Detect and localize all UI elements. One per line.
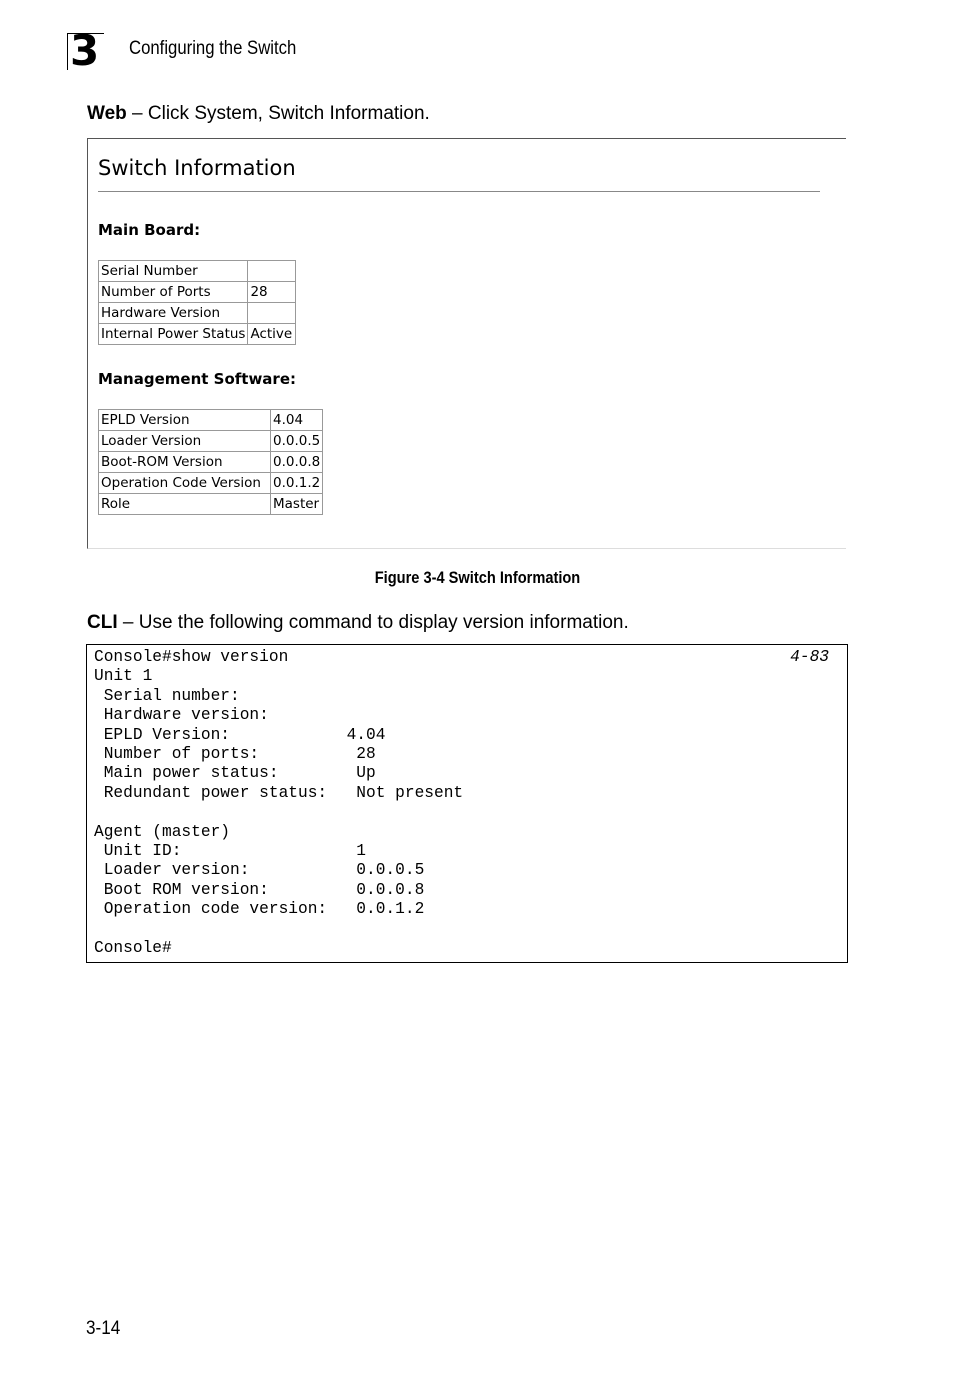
figure-caption bbox=[0, 568, 954, 588]
chapter-title: Configuring the Switch bbox=[129, 38, 297, 59]
console-line: Boot ROM version: 0.0.0.8 bbox=[94, 880, 425, 899]
console-line bbox=[94, 919, 463, 938]
console-line: Operation code version: 0.0.1.2 bbox=[94, 900, 425, 919]
management-software-table bbox=[98, 409, 323, 515]
table-row bbox=[99, 282, 296, 303]
row-label: EPLD Version bbox=[99, 410, 271, 431]
console-line: EPLD Version: 4.04 bbox=[94, 725, 386, 744]
console-line: Unit ID: 1 bbox=[94, 841, 366, 860]
console-line: Agent (master) bbox=[94, 822, 230, 841]
row-label: Role bbox=[99, 494, 271, 515]
main-board-heading: Main Board: bbox=[98, 221, 201, 239]
row-value: 0.0.0.5 bbox=[271, 431, 323, 452]
table-row bbox=[99, 410, 323, 431]
row-label: Internal Power Status bbox=[99, 324, 248, 345]
table-row bbox=[99, 452, 323, 473]
console-line: Hardware version: bbox=[94, 706, 269, 725]
figure-caption-text: Figure 3-4 Switch Information bbox=[374, 568, 580, 587]
cli-instruction-text: – Use the following command to display version information. bbox=[117, 612, 629, 633]
console-line: Console# bbox=[94, 938, 172, 957]
command-reference: 4-83 bbox=[790, 648, 829, 666]
row-value: Active bbox=[248, 324, 296, 345]
row-value: Master bbox=[271, 494, 323, 515]
table-row bbox=[99, 261, 296, 282]
console-line: Serial number: bbox=[94, 686, 240, 705]
heading-divider bbox=[98, 191, 820, 192]
cli-label: CLI bbox=[87, 612, 118, 633]
console-line: Number of ports: 28 bbox=[94, 744, 376, 763]
table-row bbox=[99, 431, 323, 452]
management-software-heading: Management Software: bbox=[98, 370, 296, 388]
web-instruction-text: – Click System, Switch Information. bbox=[126, 103, 430, 124]
row-value bbox=[248, 303, 296, 324]
row-label: Loader Version bbox=[99, 431, 271, 452]
row-value: 28 bbox=[248, 282, 296, 303]
row-label: Operation Code Version bbox=[99, 473, 271, 494]
web-label: Web bbox=[87, 103, 127, 124]
console-line: Loader version: 0.0.0.5 bbox=[94, 861, 425, 880]
row-value bbox=[248, 261, 296, 282]
page-title: Switch Information bbox=[98, 156, 296, 180]
main-board-table bbox=[98, 260, 296, 345]
row-label: Serial Number bbox=[99, 261, 248, 282]
table-row bbox=[99, 494, 323, 515]
console-line bbox=[94, 803, 463, 822]
console-line: Console#show version bbox=[94, 648, 289, 666]
row-value: 0.0.0.8 bbox=[271, 452, 323, 473]
cli-instruction bbox=[87, 612, 629, 634]
web-instruction bbox=[87, 103, 430, 125]
page-number: 3-14 bbox=[86, 1318, 121, 1339]
row-value: 0.0.1.2 bbox=[271, 473, 323, 494]
console-line: Redundant power status: Not present bbox=[94, 783, 464, 802]
console-line: Main power status: Up bbox=[94, 764, 376, 783]
row-label: Hardware Version bbox=[99, 303, 248, 324]
table-row bbox=[99, 473, 323, 494]
console-lines bbox=[94, 648, 463, 958]
switch-information-screenshot bbox=[87, 138, 846, 549]
console-line: Unit 1 bbox=[94, 667, 153, 686]
row-value: 4.04 bbox=[271, 410, 323, 431]
console-output-box bbox=[86, 644, 848, 963]
row-label: Boot-ROM Version bbox=[99, 452, 271, 473]
row-label: Number of Ports bbox=[99, 282, 248, 303]
table-row bbox=[99, 324, 296, 345]
table-row bbox=[99, 303, 296, 324]
chapter-number: 3 bbox=[70, 26, 99, 75]
